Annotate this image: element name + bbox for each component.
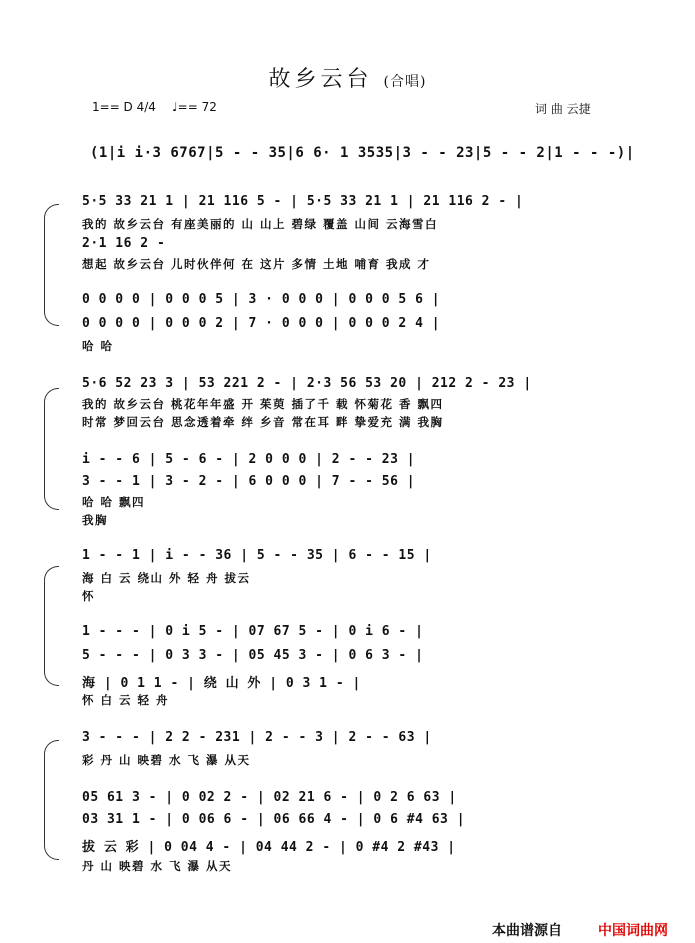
system-brace [44,566,59,686]
lyric-line: 彩 丹 山 映碧 水 飞 瀑 从天 [82,753,251,767]
song-title: 故乡云台 [268,67,373,92]
page-title [0,62,695,93]
lyric-line: 怀 白 云 轻 舟 [82,693,170,707]
lyric-line: 我的 故乡云台 有座美丽的 山 山上 碧绿 覆盖 山间 云海雪白 [82,217,439,231]
lyric-line: 海 白 云 绕山 外 轻 舟 拔云 [82,571,251,585]
system-brace [44,204,59,326]
tempo-marking: ♩== 72 [172,100,217,114]
harmony-line: 03 31 1 - | 0 06 6 - | 06 66 4 - | 0 6 #4 63 | [82,812,466,827]
harmony-line: 0 0 0 0 | 0 0 0 5 | 3 · 0 0 0 | 0 0 0 5 6 | [82,292,441,307]
lyric-line: 我胸 [82,513,108,527]
melody-line: 2·1 16 2 - [82,236,166,251]
system-brace [44,388,59,510]
harmony-line: 0 0 0 0 | 0 0 0 2 | 7 · 0 0 0 | 0 0 0 2 4 | [82,316,441,331]
key-signature: 1== D 4/4 [92,100,156,114]
site-link[interactable]: 中国词曲网 [598,923,668,939]
system-brace [44,740,59,860]
melody-line: 1 - - 1 | i - - 36 | 5 - - 35 | 6 - - 15 | [82,548,432,563]
lyric-line: 哈 哈 飘四 [82,495,146,509]
harmony-line: 拔 云 彩 | 0 04 4 - | 04 44 2 - | 0 #4 2 #43 | [82,840,456,855]
lyric-line: 哈 哈 [82,339,114,353]
harmony-line: 1 - - - | 0 i 5 - | 07 67 5 - | 0 i 6 - | [82,624,424,639]
song-subtitle: (合唱) [383,74,427,90]
lyric-line: 我的 故乡云台 桃花年年盛 开 茱萸 插了千 载 怀菊花 香 飘四 [82,397,444,411]
harmony-line: 海 | 0 1 1 - | 绕 山 外 | 0 3 1 - | [82,676,361,691]
lyric-line: 丹 山 映碧 水 飞 瀑 从天 [82,859,233,873]
melody-line: 5·5 33 21 1 | 21 116 5 - | 5·5 33 21 1 | 21 116 2 - | [82,194,524,209]
intro-line: (1|i i·3 6767|5 - - 35|6 6· 1 3535|3 - - 23|5 - - 2|1 - - -)| [90,145,635,161]
melody-line: 3 - - - | 2 2 - 231 | 2 - - 3 | 2 - - 63 | [82,730,432,745]
source-label: 本曲谱源自 [492,923,562,939]
harmony-line: 5 - - - | 0 3 3 - | 05 45 3 - | 0 6 3 - | [82,648,424,663]
harmony-line: 05 61 3 - | 0 02 2 - | 02 21 6 - | 0 2 6 63 | [82,790,457,805]
harmony-line: i - - 6 | 5 - 6 - | 2 0 0 0 | 2 - - 23 | [82,452,416,467]
lyric-line: 怀 [82,589,95,603]
harmony-line: 3 - - 1 | 3 - 2 - | 6 0 0 0 | 7 - - 56 | [82,474,416,489]
credits: 词 曲 云捷 [535,102,591,116]
lyric-line: 想起 故乡云台 儿时伙伴何 在 这片 多情 土地 哺育 我成 才 [82,257,431,271]
melody-line: 5·6 52 23 3 | 53 221 2 - | 2·3 56 53 20 | 212 2 - 23 | [82,376,532,391]
lyric-line: 时常 梦回云台 思念透着牵 绊 乡音 常在耳 畔 挚爱充 满 我胸 [82,415,444,429]
